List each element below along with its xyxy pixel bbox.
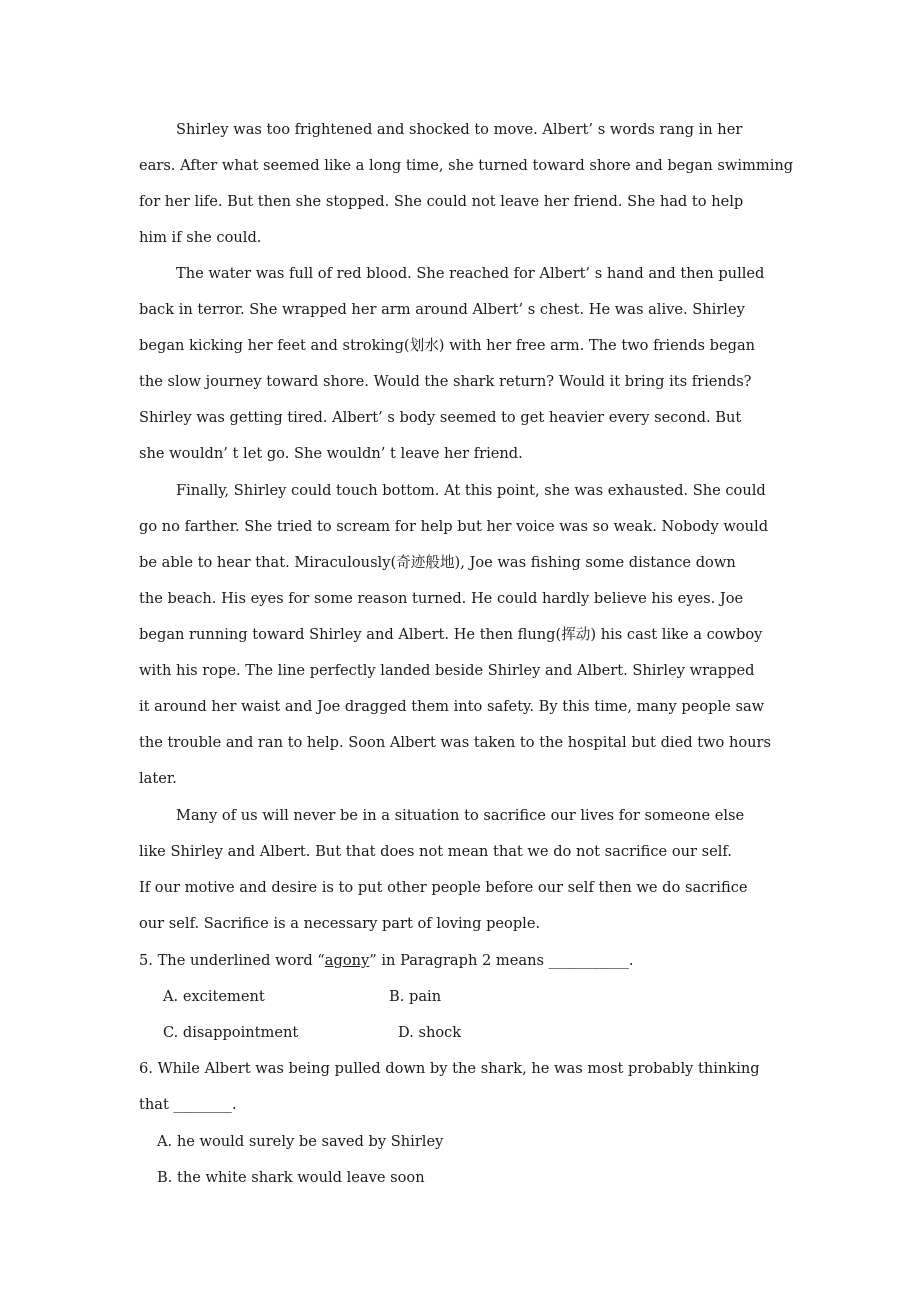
paragraph-3-line-7: it around her waist and Joe dragged them into safety. By this time, many people saw [139, 698, 765, 715]
question-6-option-b: B. the white shark would leave soon [157, 1169, 425, 1186]
paragraph-4-line-2: like Shirley and Albert. But that does not mean that we do not sacrifice our self. [139, 843, 732, 860]
question-5-option-b: B. pain [389, 988, 442, 1005]
question-5-option-c: C. disappointment [163, 1024, 299, 1041]
question-6-option-a: A. he would surely be saved by Shirley [157, 1133, 444, 1150]
paragraph-2-line-6: she wouldn’ t let go. She wouldn’ t leave her friend. [139, 445, 523, 462]
paragraph-4-line-4: our self. Sacrifice is a necessary part of loving people. [139, 915, 541, 932]
question-5-option-d: D. shock [398, 1024, 462, 1041]
paragraph-1-line-4: him if she could. [139, 229, 262, 246]
question-6-line-1: 6. While Albert was being pulled down by the shark, he was most probably thinking [139, 1060, 760, 1077]
paragraph-2-line-1: The water was full of red blood. She reached for Albert’ s hand and then pulled [176, 265, 765, 282]
paragraph-1-line-3: for her life. But then she stopped. She could not leave her friend. She had to help [139, 193, 744, 210]
question-5 [139, 951, 634, 971]
paragraph-2-line-3: began kicking her feet and stroking(划水) with her free arm. The two friends began [139, 337, 756, 354]
question-6-line-2: that ________. [139, 1096, 237, 1113]
paragraph-2-line-4: the slow journey toward shore. Would the shark return? Would it bring its friends? [139, 373, 752, 390]
paragraph-3-line-8: the trouble and ran to help. Soon Albert was taken to the hospital but died two hours [139, 734, 772, 751]
paragraph-3-line-3: be able to hear that. Miraculously(奇迹般地), Joe was fishing some distance down [139, 554, 736, 571]
paragraph-3-line-5: began running toward Shirley and Albert. He then flung(挥动) his cast like a cowboy [139, 626, 763, 643]
paragraph-3-line-9: later. [139, 770, 177, 787]
question-5-suffix: ” in Paragraph 2 means ___________. [369, 952, 634, 969]
paragraph-4-line-1: Many of us will never be in a situation to sacrifice our lives for someone else [176, 807, 745, 824]
paragraph-2-line-5: Shirley was getting tired. Albert’ s body seemed to get heavier every second. But [139, 409, 742, 426]
paragraph-1-line-2: ears. After what seemed like a long time, she turned toward shore and began swimming [139, 157, 794, 174]
paragraph-3-line-2: go no farther. She tried to scream for help but her voice was so weak. Nobody would [139, 518, 769, 535]
paragraph-4-line-3: If our motive and desire is to put other people before our self then we do sacrifice [139, 879, 748, 896]
question-5-option-a: A. excitement [163, 988, 265, 1005]
paragraph-3-line-6: with his rope. The line perfectly landed beside Shirley and Albert. Shirley wrapped [139, 662, 755, 679]
paragraph-3-line-4: the beach. His eyes for some reason turned. He could hardly believe his eyes. Joe [139, 590, 744, 607]
paragraph-3-line-1: Finally, Shirley could touch bottom. At this point, she was exhausted. She could [176, 482, 766, 499]
paragraph-2-line-2: back in terror. She wrapped her arm around Albert’ s chest. He was alive. Shirley [139, 301, 745, 318]
question-5-prefix: 5. The underlined word “ [139, 952, 325, 969]
paragraph-1-line-1: Shirley was too frightened and shocked to move. Albert’ s words rang in her [176, 121, 743, 138]
underlined-word: agony [324, 952, 370, 969]
